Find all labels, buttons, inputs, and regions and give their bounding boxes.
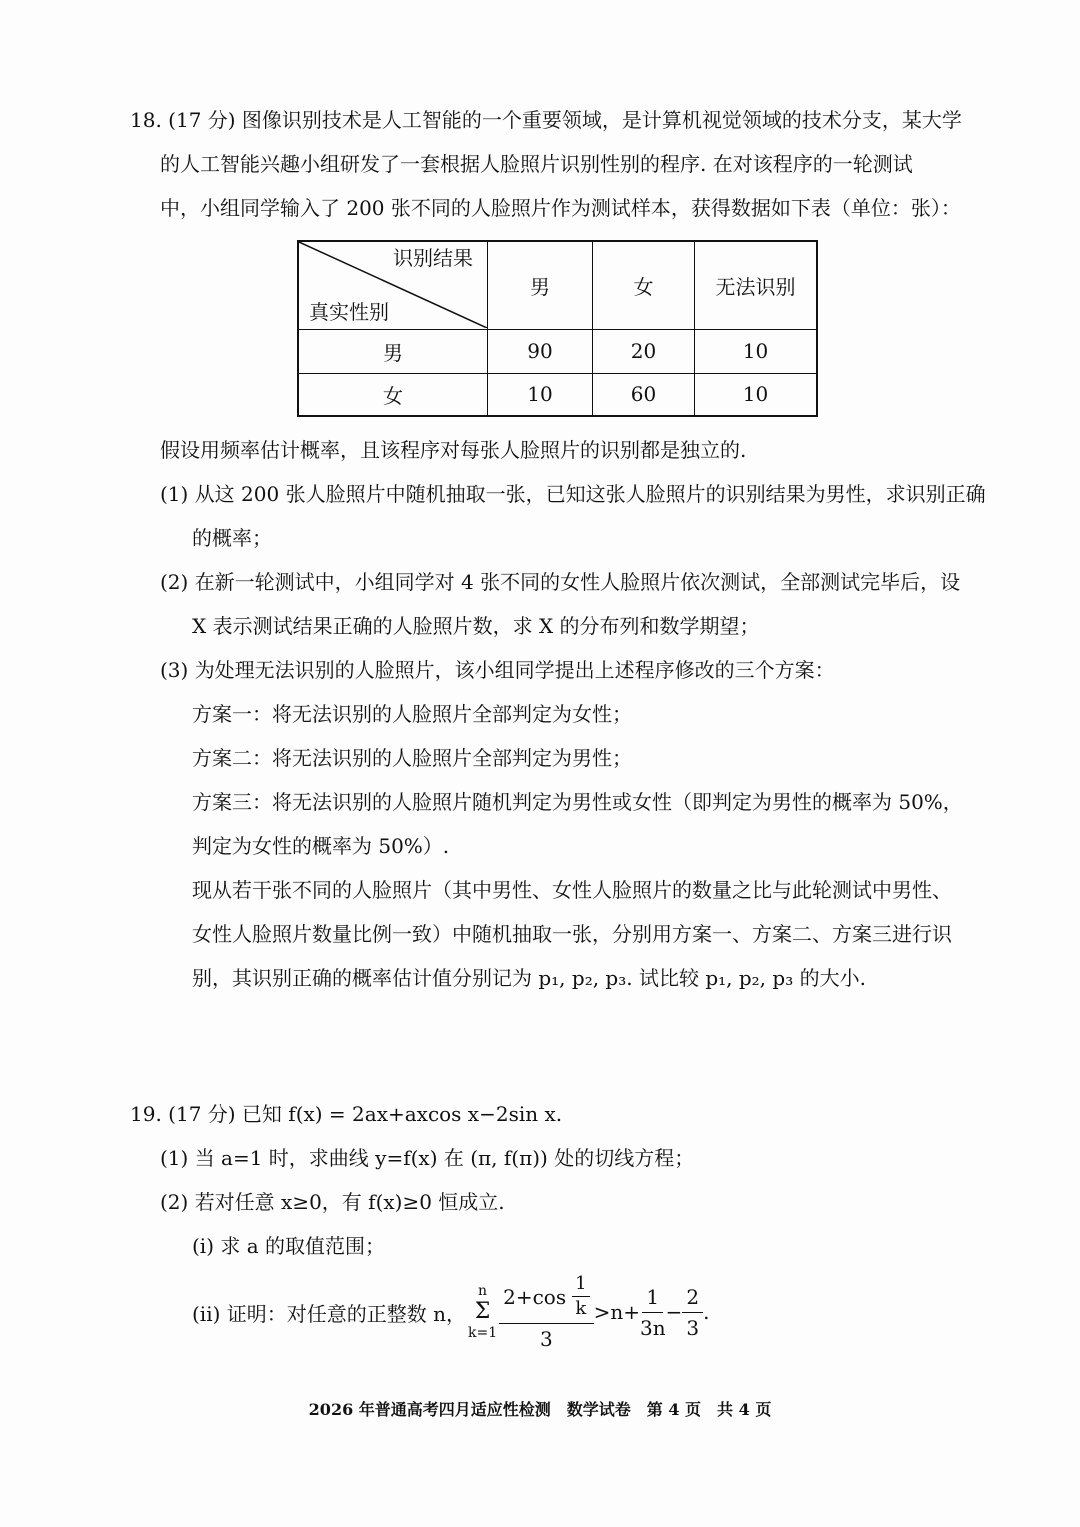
q19-line: (1) 当 a=1 时，求曲线 y=f(x) 在 (π, f(π)) 处的切线方程； [160, 1146, 695, 1170]
cell: 90 [488, 329, 593, 373]
cell: 10 [695, 373, 818, 416]
table-corner-cell [299, 242, 487, 328]
q18-line: (2) 在新一轮测试中，小组同学对 4 张不同的女性人脸照片依次测试，全部测试完毕后，设 [160, 570, 961, 594]
table-header: 男 [488, 241, 593, 329]
inner-numerator: 1 [572, 1272, 589, 1297]
minus-sign: − [665, 1300, 683, 1324]
rhs-text: >n+ [593, 1300, 640, 1324]
q18-line: 18. (17 分) 图像识别技术是人工智能的一个重要领域，是计算机视觉领域的技术分支，某大学 [130, 108, 962, 132]
sum-lower-limit: k=1 [468, 1325, 498, 1341]
main-fraction [499, 1272, 593, 1352]
q18-line: 方案一：将无法识别的人脸照片全部判定为女性； [192, 702, 632, 726]
corner-top-label: 识别结果 [393, 246, 473, 271]
cell: 10 [695, 329, 818, 373]
inner-fraction [572, 1272, 589, 1321]
q18-line: 现从若干张不同的人脸照片（其中男性、女性人脸照片的数量之比与此轮测试中男性、 [192, 878, 952, 902]
data-table [297, 240, 818, 417]
table-row [298, 373, 817, 416]
table-header: 女 [593, 241, 695, 329]
q18-line: 假设用频率估计概率，且该程序对每张人脸照片的识别都是独立的. [160, 438, 747, 462]
inner-denominator: k [575, 1298, 587, 1319]
rhs2-numerator: 2 [682, 1284, 703, 1313]
numerator-text: 2+cos [503, 1284, 567, 1309]
rhs-fraction [640, 1284, 666, 1341]
table-row [298, 329, 817, 373]
q18-line: 的人工智能兴趣小组研发了一套根据人脸照片识别性别的程序. 在对该程序的一轮测试 [160, 152, 913, 176]
cell: 60 [593, 373, 695, 416]
table-header: 无法识别 [695, 241, 818, 329]
main-numerator [499, 1272, 593, 1324]
q18-line: (1) 从这 200 张人脸照片中随机抽取一张，已知这张人脸照片的识别结果为男性，求识别正确 [160, 482, 986, 506]
q18-line: 女性人脸照片数量比例一致）中随机抽取一张，分别用方案一、方案二、方案三进行识 [192, 922, 952, 946]
period: . [703, 1300, 710, 1324]
row-label: 男 [298, 329, 488, 373]
q18-line: 方案三：将无法识别的人脸照片随机判定为男性或女性（即判定为男性的概率为 50%， [192, 790, 963, 814]
q18-line: 判定为女性的概率为 50%）. [192, 834, 450, 858]
proof-prefix: (ii) 证明：对任意的正整数 n， [192, 1301, 466, 1326]
summation [468, 1283, 497, 1341]
sum-symbol: Σ [474, 1299, 491, 1324]
rhs-numerator: 1 [642, 1284, 663, 1313]
main-denominator: 3 [539, 1327, 553, 1351]
rhs-denominator: 3n [639, 1315, 666, 1340]
row-label: 女 [298, 373, 488, 416]
q18-line: 方案二：将无法识别的人脸照片全部判定为男性； [192, 746, 632, 770]
rhs2-fraction [682, 1284, 703, 1341]
q18-line: 别，其识别正确的概率估计值分别记为 p₁, p₂, p₃. 试比较 p₁, p₂, p₃ 的大小. [192, 966, 866, 990]
q18-line: (3) 为处理无法识别的人脸照片，该小组同学提出上述程序修改的三个方案： [160, 658, 835, 682]
q18-line: 的概率； [192, 526, 272, 550]
q18-line: X 表示测试结果正确的人脸照片数，求 X 的分布列和数学期望； [192, 614, 760, 638]
q19-line: (i) 求 a 的取值范围； [192, 1234, 385, 1258]
q19-line: 19. (17 分) 已知 f(x) = 2ax+axcos x−2sin x. [130, 1102, 563, 1126]
q19-line: (2) 若对任意 x≥0，有 f(x)≥0 恒成立. [160, 1190, 505, 1214]
rhs2-denominator: 3 [686, 1315, 700, 1340]
cell: 10 [488, 373, 593, 416]
sum-upper-limit: n [478, 1283, 488, 1299]
q18-line: 中，小组同学输入了 200 张不同的人脸照片作为测试样本，获得数据如下表（单位：张）： [160, 196, 961, 220]
proof-formula [192, 1272, 709, 1352]
page-footer: 2026 年普通高考四月适应性检测 数学试卷 第 4 页 共 4 页 [308, 1400, 772, 1419]
cell: 20 [593, 329, 695, 373]
corner-bottom-label: 真实性别 [309, 300, 389, 325]
